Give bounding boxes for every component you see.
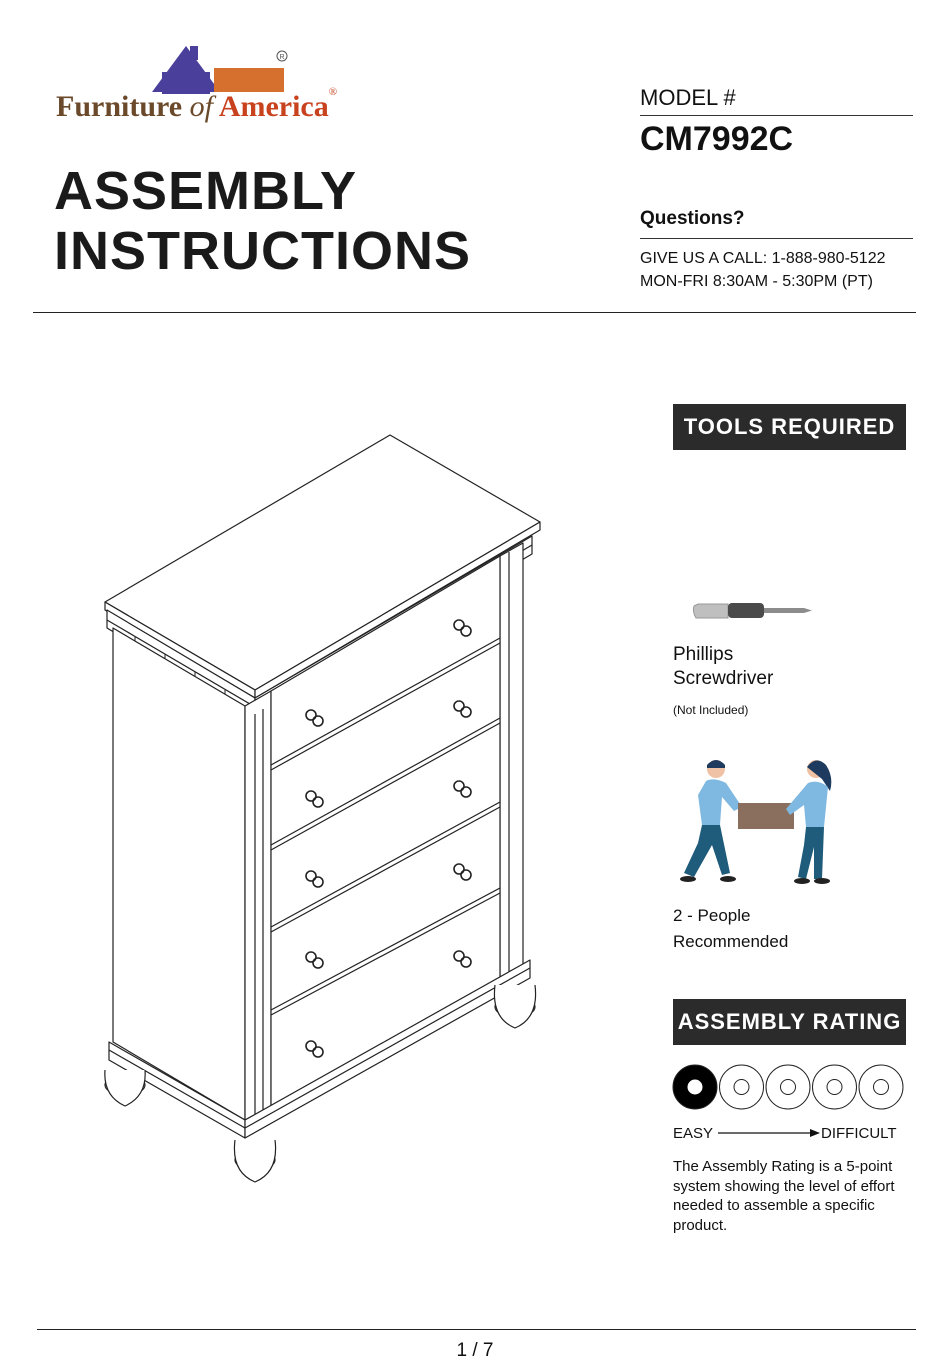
header-divider [33, 312, 916, 313]
tool-name-line1: Phillips [673, 644, 734, 665]
people-count: 2 - People [673, 906, 751, 925]
brand-logo-text [56, 86, 338, 124]
footer-divider [37, 1329, 916, 1330]
chest-illustration [95, 430, 545, 1190]
questions-heading: Questions? [640, 208, 745, 229]
model-number: CM7992C [640, 120, 794, 158]
brand-name-furniture: Furniture [56, 90, 183, 123]
people-recommended: Recommended [673, 932, 789, 951]
rating-dot-center [781, 1080, 796, 1095]
doc-title-line1: ASSEMBLY [54, 161, 358, 221]
assembly-rating-circles [672, 1063, 906, 1111]
registered-mark: ® [328, 86, 338, 98]
tool-note: (Not Included) [673, 703, 749, 717]
tools-required-banner: TOOLS REQUIRED [673, 404, 906, 450]
rating-dot-center [734, 1080, 749, 1095]
model-divider [640, 115, 913, 116]
rating-dot-center [827, 1080, 842, 1095]
model-label: MODEL # [640, 85, 736, 110]
contact-hours: MON-FRI 8:30AM - 5:30PM (PT) [640, 273, 873, 290]
phillips-screwdriver-icon [690, 596, 815, 626]
rating-description: The Assembly Rating is a 5-point system showing the level of effort needed to assemble a specific product. [673, 1158, 895, 1234]
contact-phone: GIVE US A CALL: 1-888-980-5122 [640, 250, 886, 267]
brand-name-america: America [218, 90, 329, 123]
questions-divider [640, 238, 913, 239]
rating-difficult-label: DIFFICULT [821, 1125, 897, 1142]
doc-title-line2: INSTRUCTIONS [54, 221, 471, 281]
two-people-carrying-icon [672, 755, 852, 895]
tool-name-line2: Screwdriver [673, 668, 774, 689]
easy-to-difficult-arrow-icon [718, 1126, 822, 1140]
page-number: 1 / 7 [456, 1340, 494, 1361]
rating-easy-label: EASY [673, 1125, 714, 1142]
assembly-rating-banner: ASSEMBLY RATING [673, 999, 906, 1045]
rating-dot-center [874, 1080, 889, 1095]
rating-dot-center [688, 1080, 702, 1094]
brand-name-of: of [189, 90, 213, 123]
svg-text:R: R [279, 54, 285, 61]
